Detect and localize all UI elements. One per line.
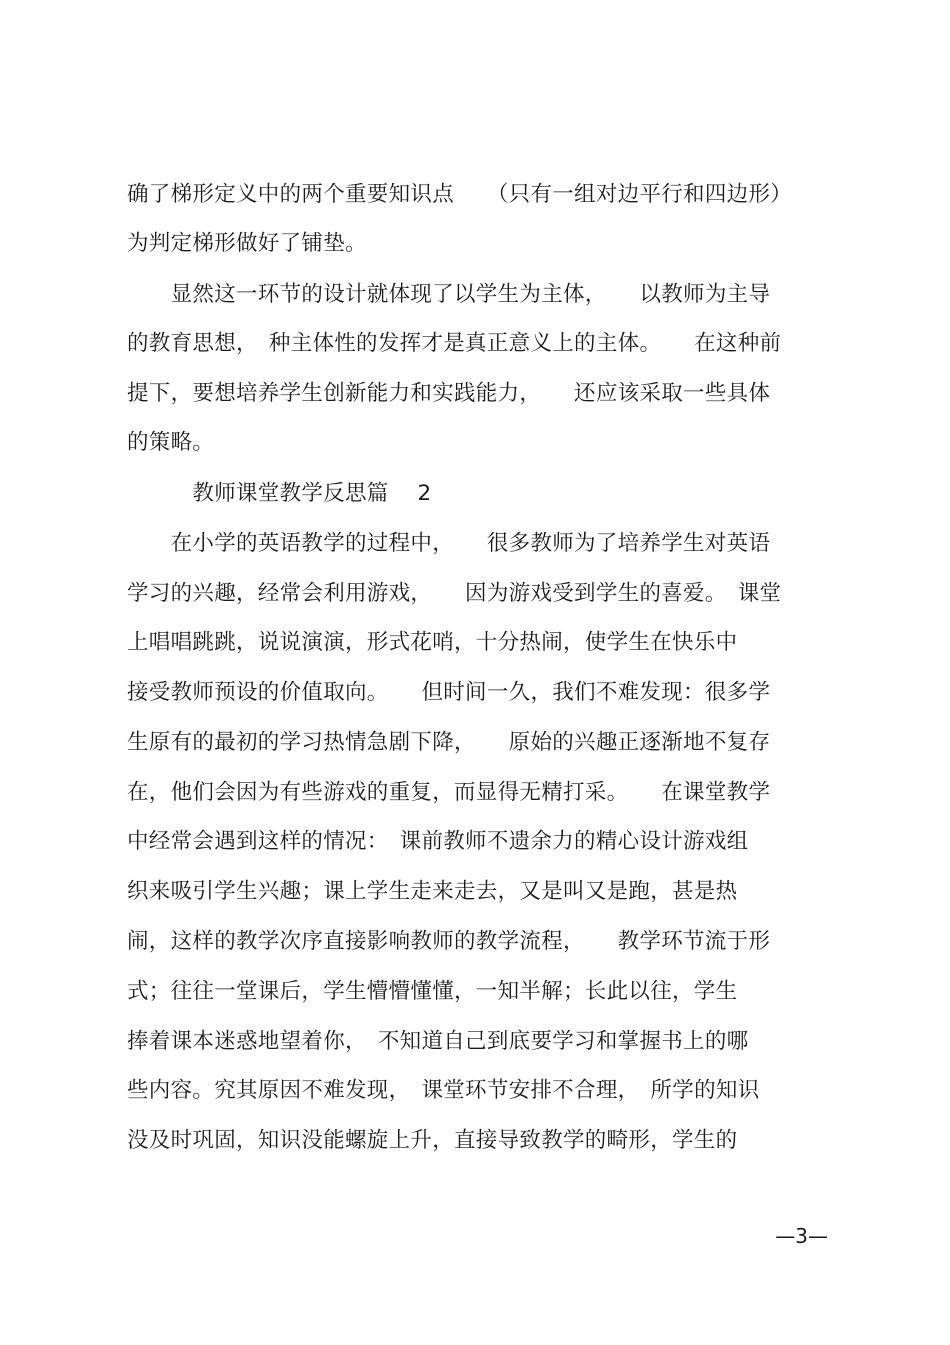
text-line: 为判定梯形做好了铺垫。 xyxy=(127,231,367,256)
text-line: 织来吸引学生兴趣；课上学生走来走去，又是叫又是跑，甚是热 xyxy=(127,879,738,904)
text-line: 学习的兴趣，经常会利用游戏， 因为游戏受到学生的喜爱。 课堂 xyxy=(127,581,782,606)
text-line: 中经常会遇到这样的情况： 课前教师不遗余力的精心设计游戏组 xyxy=(127,829,749,854)
text-line: 上唱唱跳跳，说说演演，形式花哨，十分热闹，使学生在快乐中 xyxy=(127,630,738,655)
text-line: 显然这一环节的设计就体现了以学生为主体， 以教师为主导 xyxy=(127,282,771,307)
text-line: 没及时巩固，知识没能螺旋上升，直接导致教学的畸形，学生的 xyxy=(127,1128,738,1153)
page-number: —3— xyxy=(775,1224,828,1248)
text-line: 的策略。 xyxy=(127,430,215,455)
text-line: 些内容。究其原因不难发现， 课堂环节安排不合理， 所学的知识 xyxy=(127,1078,760,1103)
text-line: 提下，要想培养学生创新能力和实践能力， 还应该采取一些具体 xyxy=(127,381,771,406)
text-line: 式；往往一堂课后，学生懵懵懂懂，一知半解；长此以往，学生 xyxy=(127,979,738,1004)
text-line: 接受教师预设的价值取向。 但时间一久，我们不难发现：很多学 xyxy=(127,680,771,705)
text-line: 捧着课本迷惑地望着你， 不知道自己到底要学习和掌握书上的哪 xyxy=(127,1029,749,1054)
text-line: 在小学的英语教学的过程中， 很多教师为了培养学生对英语 xyxy=(127,531,771,556)
section-heading: 教师课堂教学反思篇 2 xyxy=(127,481,432,506)
text-line: 生原有的最初的学习热情急剧下降， 原始的兴趣正逐渐地不复存 xyxy=(127,730,771,755)
text-line: 在，他们会因为有些游戏的重复，而显得无精打采。 在课堂教学 xyxy=(127,780,771,805)
text-line: 的教育思想， 种主体性的发挥才是真正意义上的主体。 在这种前 xyxy=(127,331,782,356)
text-line: 闹，这样的教学次序直接影响教师的教学流程， 教学环节流于形 xyxy=(127,929,771,954)
text-line: 确了梯形定义中的两个重要知识点 （只有一组对边平行和四边形） xyxy=(127,182,793,207)
